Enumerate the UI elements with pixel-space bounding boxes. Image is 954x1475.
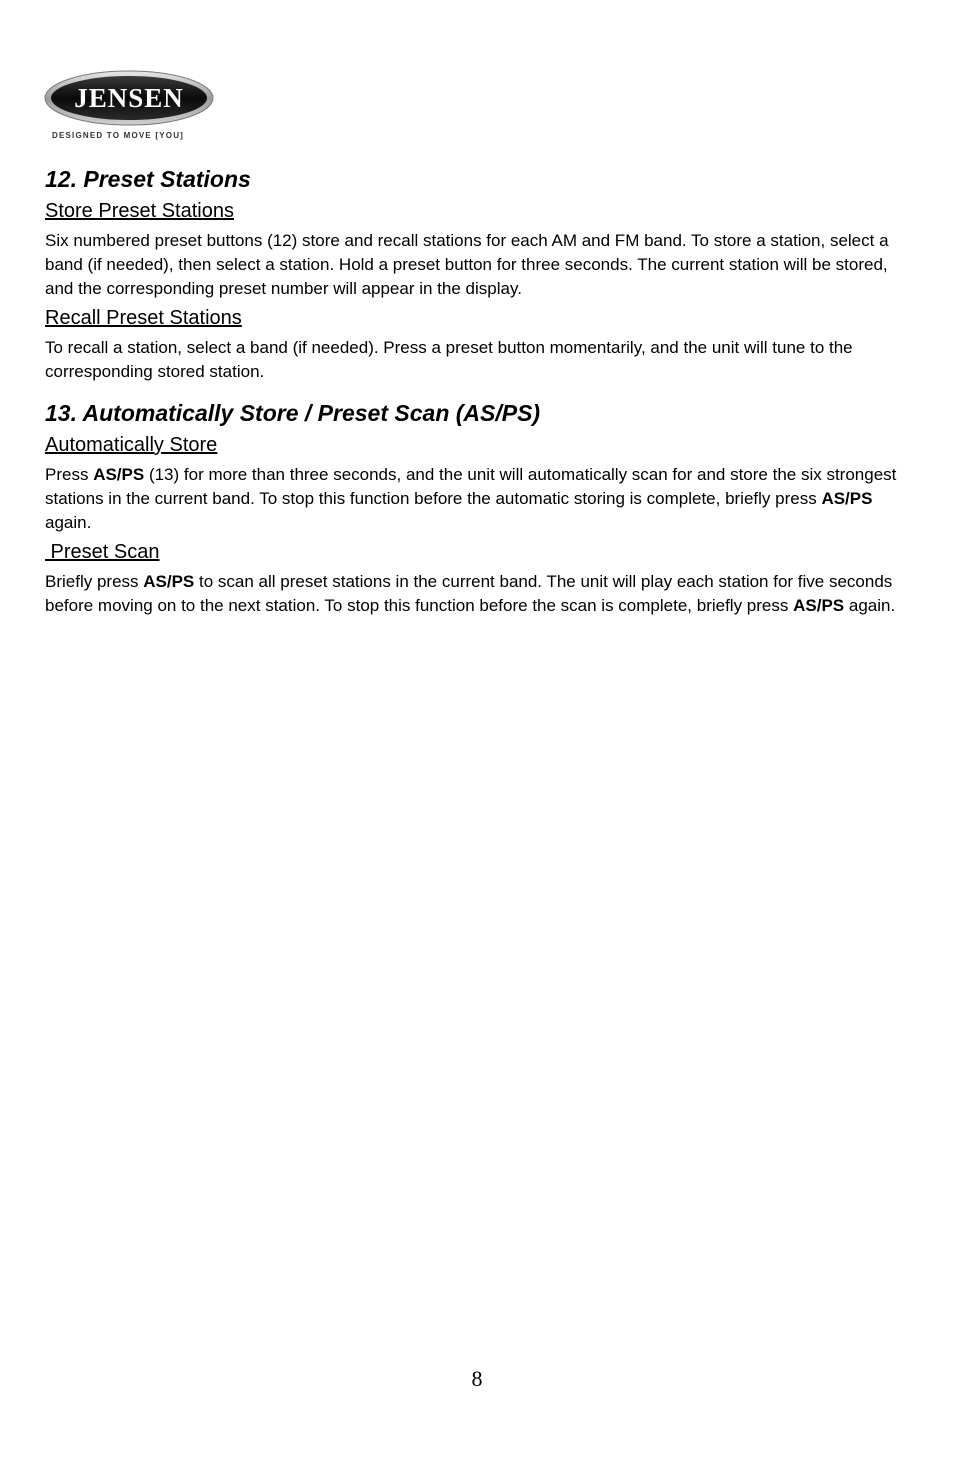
subsection-paragraph: Six numbered preset buttons (12) store and recall stations for each AM and FM band. To store a station, select a band (if needed), then select a station. Hold a preset button for three seconds. The current station will be stored, and the corresponding preset number will appear in the display. (45, 231, 889, 298)
subsection-paragraph: Briefly press AS/PS to scan all preset stations in the current band. The unit will play each station for five seconds before moving on to the next station. To stop this function before the scan is complete, briefly press AS/PS again. (45, 572, 896, 615)
page-number: 8 (471, 1366, 483, 1391)
logo-wordmark: JENSEN (74, 83, 184, 113)
button-name: AS/PS (821, 489, 873, 508)
logo-tagline: DESIGNED TO MOVE [YOU] (52, 131, 185, 140)
subsection-heading: Preset Scan (45, 541, 160, 563)
subsection-heading: Recall Preset Stations (45, 307, 242, 329)
section-title: 13. Automatically Store / Preset Scan (AS/PS) (45, 400, 541, 426)
jensen-logo-badge (44, 70, 216, 128)
subsection-heading: Automatically Store (45, 434, 218, 456)
subsection-paragraph: To recall a station, select a band (if needed). Press a preset button momentarily, and the unit will tune to the corresponding stored station. (45, 338, 853, 381)
subsection-paragraph: Press AS/PS (13) for more than three seconds, and the unit will automatically scan for and store the six strongest stations in the current band. To stop this function before the automatic storing is complete, briefly press AS/PS again. (45, 465, 897, 532)
button-name: AS/PS (143, 572, 195, 591)
manual-content (45, 164, 915, 620)
button-name: AS/PS (93, 465, 145, 484)
button-name: AS/PS (793, 596, 845, 615)
subsection-heading: Store Preset Stations (45, 200, 234, 222)
jensen-logo (44, 70, 216, 146)
section-title: 12. Preset Stations (45, 166, 251, 192)
